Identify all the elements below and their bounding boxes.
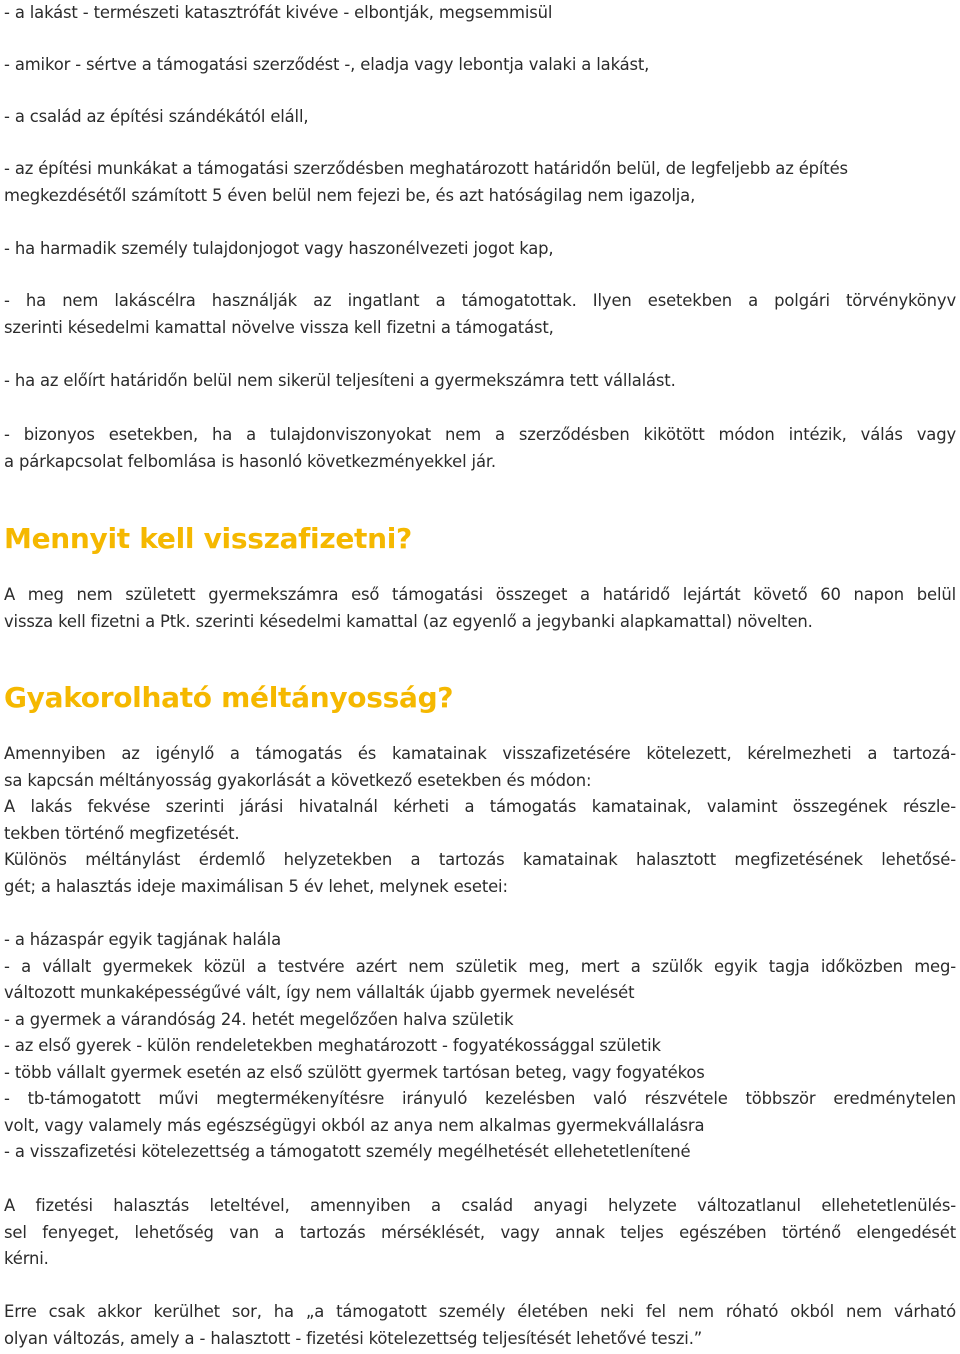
paragraph: Amennyiben az igénylő a támogatás és kamatainak visszafizetésére kötelezett, kérelmezheti a tartozá- sa kapcsán méltányosság gyakorlását a következő esetekben és módon: A lakás fekvése szerinti járási hivatalnál kérheti a támogatás kamatainak, valamint összegének részle- tekben történő megfizetését. Különös méltánylást érdemlő helyzetekben a tartozás kamatainak halasztott megfizetésének lehetősé- gét; a halasztás ideje maximálisan 5 év lehet, melynek esetei:	[4, 744, 956, 896]
hardship-list	[4, 927, 956, 1166]
list-item: - ha az előírt határidőn belül nem sikerül teljesíteni a gyermekszámra tett vállalást.	[4, 371, 676, 390]
list-item: változott munkaképességűvé vált, így nem vállalták újabb gyermek nevelését	[4, 983, 635, 1002]
paragraph: Erre csak akkor kerülhet sor, ha „a támogatott személy életében neki fel nem róható okból nem várható olyan változás, amely a - halasztott - fizetési kötelezettség teljesítését lehetővé teszi.”	[4, 1302, 956, 1348]
list-item: - a család az építési szándékától eláll,	[4, 107, 309, 126]
list-item: - a visszafizetési kötelezettség a támogatott személy megélhetését ellehetetlenítené	[4, 1142, 691, 1161]
list-item: - az első gyerek - külön rendeletekben meghatározott - fogyatékossággal születik	[4, 1036, 661, 1055]
list-item: - ha nem lakáscélra használják az ingatlant a támogatottak. Ilyen esetekben a polgári törvénykönyv szerinti késedelmi kamattal növelve vissza kell fizetni a támogatást,	[4, 291, 956, 337]
list-item: - amikor - sértve a támogatási szerződést -, eladja vagy lebontja valaki a lakást,	[4, 55, 650, 74]
paragraph: A meg nem született gyermekszámra eső támogatási összeget a határidő lejártát követő 60 napon belül vissza kell fizetni a Ptk. szerinti késedelmi kamattal (az egyenlő a jegybanki alapkamattal) növelten.	[4, 585, 956, 631]
list-item: - az építési munkákat a támogatási szerződésben meghatározott határidőn belül, de legfeljebb az építés megkezdésétől számított 5 éven belül nem fejezi be, és azt hatóságilag nem igazolja,	[4, 159, 848, 205]
list-item: - a lakást - természeti katasztrófát kivéve - elbontják, megsemmisül	[4, 3, 553, 22]
list-item: - a gyermek a várandóság 24. hetét megelőzően halva születik	[4, 1009, 514, 1029]
list-item: - bizonyos esetekben, ha a tulajdonviszonyokat nem a szerződésben kikötött módon intézik, válás vagy a párkapcsolat felbomlása is hasonló következményekkel jár.	[4, 425, 956, 471]
list-item: - több vállalt gyermek esetén az első szülött gyermek tartósan beteg, vagy fogyatékos	[4, 1062, 705, 1082]
list-item: - tb-támogatott művi megtermékenyítésre irányuló kezelésben való részvétele többször eredménytelen	[4, 1089, 956, 1108]
list-item: - ha harmadik személy tulajdonjogot vagy haszonélvezeti jogot kap,	[4, 239, 554, 258]
list-item: - a házaspár egyik tagjának halála	[4, 930, 281, 949]
paragraph: A fizetési halasztás leteltével, amennyiben a család anyagi helyzete változatlanul ellehetetlenülés- sel fenyeget, lehetőség van a tartozás mérséklését, vagy annak teljes egészében történő elengedését kérni.	[4, 1196, 956, 1268]
list-item: - a vállalt gyermekek közül a testvére azért nem születik meg, mert a szülők egyik tagja időközben meg-	[4, 956, 956, 976]
section-heading: Mennyit kell visszafizetni?	[4, 522, 413, 555]
list-item: volt, vagy valamely más egészségügyi okból az anya nem alkalmas gyermekvállalásra	[4, 1115, 705, 1135]
section-heading: Gyakorolható méltányosság?	[4, 681, 454, 714]
